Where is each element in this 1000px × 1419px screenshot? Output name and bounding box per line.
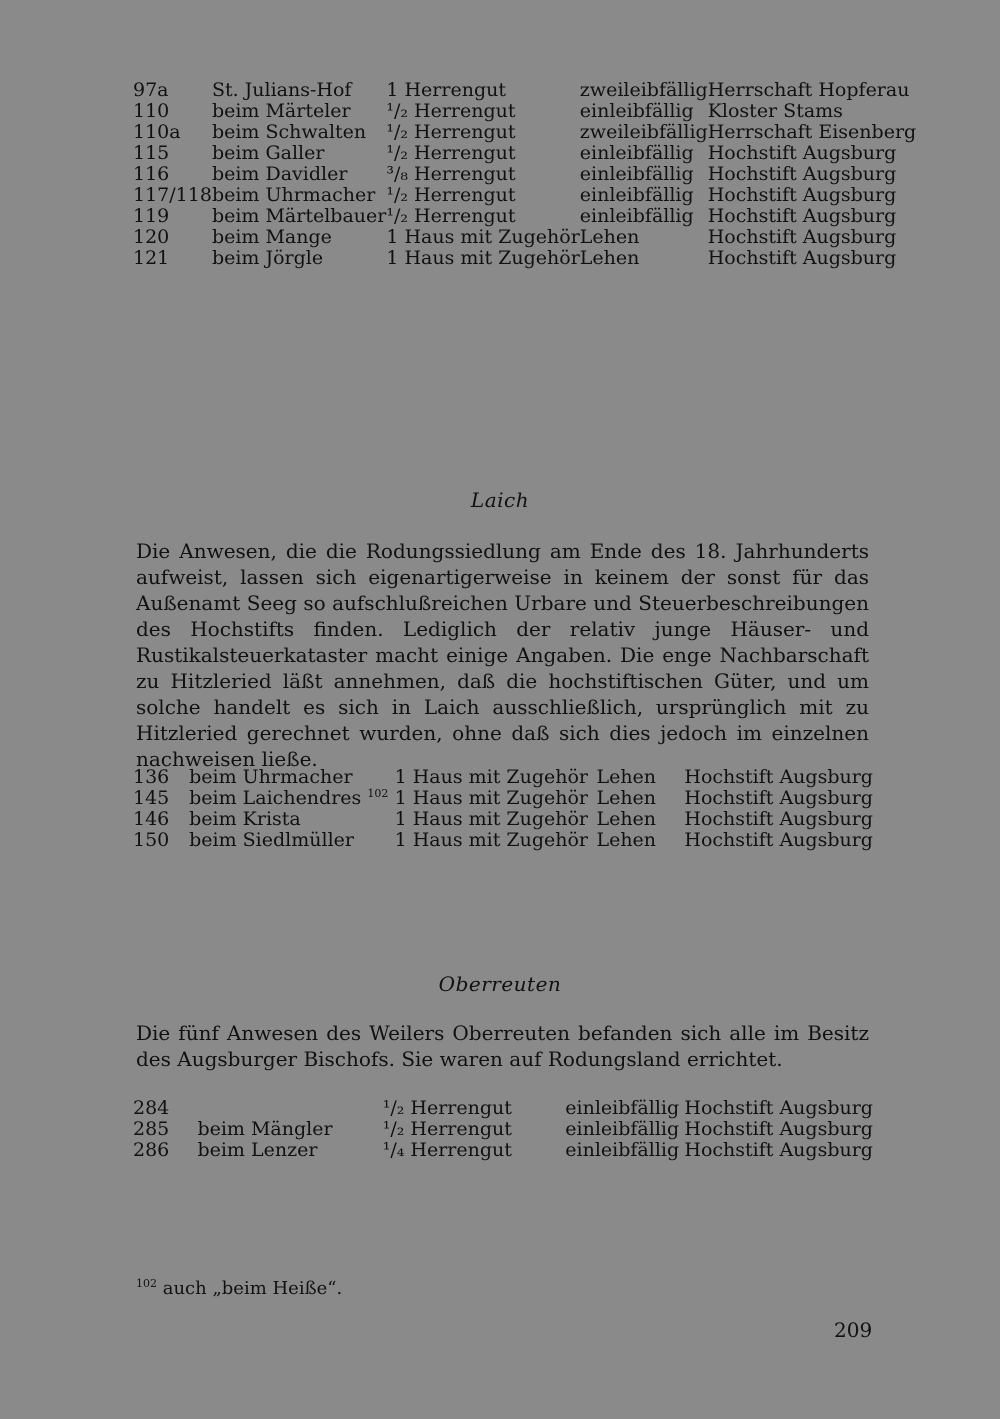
estate-size [386, 122, 579, 143]
entry-number [133, 143, 212, 164]
estate-owner [684, 830, 873, 851]
tenure-type [580, 122, 708, 143]
estate-size-text: 1 Haus mit Zugehör [394, 808, 589, 830]
footnote-reference: 102 [367, 787, 389, 800]
entry-number [133, 227, 212, 248]
estate-name-text: beim Uhrmacher [211, 184, 376, 206]
tenure-type-text: einleibfällig [579, 100, 694, 122]
tenure-type-text: Lehen [596, 766, 657, 788]
estate-owner [684, 788, 873, 809]
footnote-mark: 102 [136, 1277, 157, 1290]
estate-size [386, 248, 579, 269]
estate-owner-text: Hochstift Augsburg [684, 787, 873, 809]
entry-number [133, 767, 189, 788]
entry-number-text: 119 [133, 205, 170, 227]
estate-name [189, 767, 394, 788]
tenure-type-text: einleibfällig [565, 1097, 680, 1119]
estate-name [212, 122, 386, 143]
estate-size-text: ³/₈ Herrengut [386, 163, 516, 185]
estate-name [212, 80, 386, 101]
estate-name [212, 206, 386, 227]
entry-number [133, 164, 212, 185]
footnote-text: auch „beim Heiße“. [157, 1278, 343, 1299]
tenure-type [565, 1140, 684, 1161]
estate-owner-text: Hochstift Augsburg [707, 142, 897, 164]
entry-number-text: 121 [133, 247, 170, 269]
estate-size [383, 1140, 566, 1161]
estate-owner-text: Hochstift Augsburg [684, 1118, 873, 1140]
estate-name [197, 1140, 382, 1161]
estate-name-text: beim Schwalten [211, 121, 367, 143]
estate-name-text: beim Laichendres [189, 787, 362, 809]
estate-size-text: 1 Haus mit Zugehör [394, 787, 589, 809]
table-row [133, 122, 916, 143]
table-row [133, 1119, 873, 1140]
tenure-type-text: zweileibfällig [579, 79, 708, 101]
oberreuten-paragraph: Die fünf Anwesen des Weilers Oberreuten befanden sich alle im Besitz des Augsburger Bischofs. Sie waren auf Rodungsland errichtet. [136, 1021, 869, 1071]
entry-number-text: 120 [133, 226, 170, 248]
tenure-type-text: Lehen [596, 808, 657, 830]
estate-owner-text: Herrschaft Eisenberg [707, 121, 917, 143]
estate-owner-text: Hochstift Augsburg [684, 1139, 873, 1161]
estate-name [212, 101, 386, 122]
entry-number [133, 248, 212, 269]
laich-paragraph: Die Anwesen, die die Rodungssiedlung am Ende des 18. Jahrhunderts aufweist, lassen sich eigenartigerweise in keinem der sonst für das Außenamt Seeg so aufschlußreichen Urbare und Steuerbeschreibungen des Hochstifts finden. Lediglich der relativ junge Häuser- und Rustikalsteuerkataster macht einige Angaben. Die enge Nachbarschaft zu Hitzleried läßt annehmen, daß die hochstiftischen Güter, und um solche handelt es sich in Laich ausschließlich, ursprünglich mit zu Hitzleried gerechnet wurden, ohne daß sich dies jedoch im einzelnen nachweisen ließe. [136, 539, 869, 771]
entry-number-text: 146 [133, 808, 170, 830]
estate-name-text: beim Siedlmüller [189, 829, 354, 851]
estate-name [212, 227, 386, 248]
table-row [133, 185, 916, 206]
estate-name [212, 248, 386, 269]
entry-number [133, 185, 212, 206]
tenure-type-text: Lehen [579, 226, 640, 248]
estate-name [197, 1119, 382, 1140]
section-heading-laich: Laich [470, 488, 530, 512]
estate-size-text: 1 Haus mit Zugehör [386, 226, 580, 248]
entry-number-text: 286 [133, 1139, 170, 1161]
tenure-type-text: Lehen [579, 247, 640, 269]
estate-owner [708, 185, 916, 206]
tenure-type [565, 1119, 684, 1140]
estate-owner-text: Hochstift Augsburg [707, 226, 897, 248]
table-row [133, 809, 873, 830]
tenure-type-text: einleibfällig [565, 1118, 680, 1140]
estate-size [395, 767, 597, 788]
tenure-type-text: zweileibfällig [579, 121, 708, 143]
estate-owner-text: Kloster Stams [707, 100, 843, 122]
tenure-type [596, 809, 684, 830]
estate-size [386, 143, 579, 164]
estate-owner-text: Hochstift Augsburg [684, 808, 873, 830]
estate-name [189, 788, 394, 809]
footnote [136, 1278, 342, 1299]
entry-number [133, 1098, 197, 1119]
estate-owner [684, 1098, 873, 1119]
estate-name [212, 143, 386, 164]
tenure-type-text: einleibfällig [579, 205, 694, 227]
estate-table-oberreuten [133, 1098, 873, 1161]
table-row [133, 788, 873, 809]
estate-size [386, 227, 579, 248]
tenure-type-text: einleibfällig [579, 163, 694, 185]
estate-size-text: ¹/₂ Herrengut [386, 121, 516, 143]
table-row [133, 80, 916, 101]
entry-number [133, 1140, 197, 1161]
estate-size-text: 1 Haus mit Zugehör [386, 247, 580, 269]
tenure-type [580, 206, 708, 227]
tenure-type [565, 1098, 684, 1119]
estate-name-text: beim Mängler [197, 1118, 333, 1140]
estate-size [383, 1098, 566, 1119]
estate-owner-text: Hochstift Augsburg [684, 829, 873, 851]
entry-number [133, 809, 189, 830]
estate-owner [708, 122, 916, 143]
estate-owner [684, 809, 873, 830]
estate-size [386, 206, 579, 227]
estate-size-text: 1 Haus mit Zugehör [394, 766, 589, 788]
table-row [133, 248, 916, 269]
estate-owner [684, 767, 873, 788]
estate-owner [708, 143, 916, 164]
estate-size-text: 1 Haus mit Zugehör [394, 829, 589, 851]
estate-owner-text: Hochstift Augsburg [707, 247, 897, 269]
estate-size [386, 164, 579, 185]
estate-owner [684, 1119, 873, 1140]
entry-number-text: 116 [133, 163, 170, 185]
tenure-type-text: einleibfällig [579, 184, 694, 206]
entry-number-text: 110a [133, 121, 181, 143]
tenure-type [596, 788, 684, 809]
table-row [133, 830, 873, 851]
estate-name-text: beim Galler [211, 142, 325, 164]
entry-number-text: 285 [133, 1118, 170, 1140]
estate-size-text: ¹/₂ Herrengut [386, 100, 516, 122]
estate-owner [708, 164, 916, 185]
entry-number [133, 80, 212, 101]
entry-number [133, 1119, 197, 1140]
estate-name-text: St. Julians-Hof [211, 79, 352, 101]
estate-name-text: beim Krista [189, 808, 301, 830]
estate-owner [708, 206, 916, 227]
tenure-type [596, 830, 684, 851]
entry-number [133, 101, 212, 122]
tenure-type [580, 164, 708, 185]
estate-owner [708, 248, 916, 269]
entry-number-text: 117/118 [133, 184, 212, 206]
estate-name-text: beim Lenzer [197, 1139, 318, 1161]
entry-number [133, 830, 189, 851]
estate-name [189, 809, 394, 830]
table-row [133, 206, 916, 227]
tenure-type-text: einleibfällig [579, 142, 694, 164]
estate-owner-text: Herrschaft Hopferau [707, 79, 910, 101]
estate-owner-text: Hochstift Augsburg [684, 1097, 873, 1119]
page-number: 209 [834, 1318, 873, 1342]
estate-name [197, 1098, 382, 1119]
tenure-type [596, 767, 684, 788]
estate-size [395, 788, 597, 809]
entry-number [133, 788, 189, 809]
estate-table-first [133, 80, 916, 269]
table-row [133, 143, 916, 164]
estate-name [212, 164, 386, 185]
estate-owner-text: Hochstift Augsburg [707, 184, 897, 206]
estate-table-laich [133, 767, 873, 851]
tenure-type-text: Lehen [596, 787, 657, 809]
estate-size [386, 80, 579, 101]
estate-size [386, 185, 579, 206]
estate-name [189, 830, 394, 851]
estate-size-text: ¹/₂ Herrengut [386, 205, 516, 227]
estate-owner-text: Hochstift Augsburg [707, 163, 897, 185]
estate-owner [708, 80, 916, 101]
estate-size [395, 830, 597, 851]
estate-size-text: ¹/₂ Herrengut [382, 1118, 512, 1140]
table-row [133, 1098, 873, 1119]
estate-name-text: beim Märtelbauer [211, 205, 387, 227]
estate-owner [684, 1140, 873, 1161]
estate-name-text: beim Davidler [211, 163, 348, 185]
estate-name-text: beim Mange [211, 226, 332, 248]
section-heading-oberreuten: Oberreuten [438, 972, 562, 996]
estate-name [212, 185, 386, 206]
entry-number-text: 150 [133, 829, 170, 851]
entry-number-text: 115 [133, 142, 170, 164]
entry-number-text: 136 [133, 766, 170, 788]
entry-number-text: 97a [133, 79, 169, 101]
estate-size-text: ¹/₂ Herrengut [386, 142, 516, 164]
estate-size [395, 809, 597, 830]
estate-size-text: ¹/₂ Herrengut [382, 1097, 512, 1119]
table-row [133, 767, 873, 788]
table-row [133, 164, 916, 185]
estate-size-text: 1 Herrengut [386, 79, 506, 101]
table-row [133, 101, 916, 122]
estate-owner [708, 227, 916, 248]
tenure-type [580, 185, 708, 206]
tenure-type [580, 101, 708, 122]
entry-number-text: 145 [133, 787, 170, 809]
tenure-type-text: einleibfällig [565, 1139, 680, 1161]
entry-number-text: 110 [133, 100, 170, 122]
estate-owner-text: Hochstift Augsburg [707, 205, 897, 227]
tenure-type [580, 143, 708, 164]
tenure-type-text: Lehen [596, 829, 657, 851]
estate-name-text: beim Uhrmacher [189, 766, 353, 788]
tenure-type [580, 80, 708, 101]
estate-size-text: ¹/₂ Herrengut [386, 184, 516, 206]
entry-number [133, 206, 212, 227]
tenure-type [580, 227, 708, 248]
estate-name-text: beim Märteler [211, 100, 351, 122]
table-row [133, 1140, 873, 1161]
estate-size [383, 1119, 566, 1140]
estate-size [386, 101, 579, 122]
entry-number [133, 122, 212, 143]
estate-owner-text: Hochstift Augsburg [684, 766, 873, 788]
estate-owner [708, 101, 916, 122]
estate-size-text: ¹/₄ Herrengut [382, 1139, 512, 1161]
estate-name-text: beim Jörgle [211, 247, 324, 269]
entry-number-text: 284 [133, 1097, 170, 1119]
tenure-type [580, 248, 708, 269]
table-row [133, 227, 916, 248]
